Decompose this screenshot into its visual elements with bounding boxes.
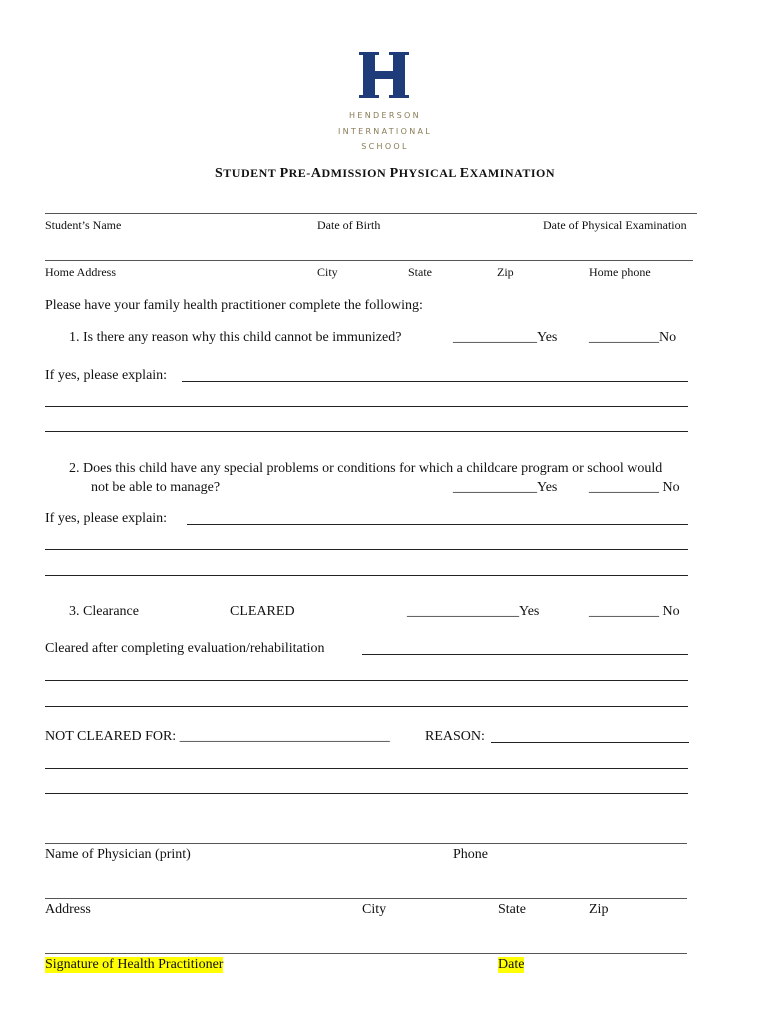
cleared-after-line-2[interactable] — [45, 680, 688, 681]
q3-text: 3. Clearance — [69, 604, 139, 619]
reason-label: REASON: — [425, 729, 485, 744]
q1-explain-line-1[interactable] — [182, 381, 688, 382]
q2-explain-label: If yes, please explain: — [45, 511, 168, 526]
exam-date-label: Date of Physical Examination — [543, 218, 687, 232]
q2-no-field[interactable]: __________ No — [589, 480, 680, 495]
q2-explain-line-3[interactable] — [45, 575, 688, 576]
intro-text: Please have your family health practitioner complete the following: — [45, 298, 423, 313]
physician-name-label: Name of Physician (print) — [45, 847, 191, 862]
title-cap-2: P — [279, 166, 289, 181]
physician-line[interactable] — [45, 843, 687, 844]
q1-explain-line-3[interactable] — [45, 431, 688, 432]
q1-yes-field[interactable]: ____________Yes — [453, 330, 558, 345]
home-phone-label: Home phone — [589, 265, 651, 279]
q3-no-field[interactable]: __________ No — [589, 604, 680, 619]
zip-label: Zip — [497, 265, 514, 279]
physician-phone-label: Phone — [453, 847, 488, 862]
reason-line[interactable] — [491, 742, 689, 743]
signature-label: Signature of Health Practitioner — [45, 957, 224, 972]
signature-date-label: Date — [498, 957, 525, 972]
q1-explain-line-2[interactable] — [45, 406, 688, 407]
cleared-after-line-3[interactable] — [45, 706, 688, 707]
address-label: Address — [45, 902, 91, 917]
not-cleared-field[interactable]: NOT CLEARED FOR: ______________________________ — [45, 729, 390, 744]
school-logo-icon — [359, 52, 409, 98]
title-rest-4: HYSICAL — [398, 166, 457, 180]
q1-explain-label: If yes, please explain: — [45, 368, 168, 383]
school-name-line-1: HENDERSON — [349, 111, 421, 120]
student-info-line[interactable] — [45, 213, 697, 214]
address-zip-label: Zip — [589, 902, 609, 917]
address-state-label: State — [498, 902, 526, 917]
title-cap-1: S — [214, 166, 224, 181]
state-label: State — [408, 265, 432, 279]
title-rest-3: DMISSION — [321, 166, 387, 180]
dob-label: Date of Birth — [317, 218, 381, 232]
q2-yes-field[interactable]: ____________Yes — [453, 480, 558, 495]
q2-text-line-2: not be able to manage? — [91, 480, 221, 495]
q3-yes-field[interactable]: ________________Yes — [407, 604, 540, 619]
address-city-label: City — [362, 902, 387, 917]
title-cap-3: A — [310, 166, 322, 181]
cleared-after-line-1[interactable] — [362, 654, 688, 655]
address-info-line[interactable] — [45, 260, 693, 261]
city-label: City — [317, 265, 338, 279]
q2-text-line-1: 2. Does this child have any special problems or conditions for which a childcare program or school would — [69, 461, 663, 476]
q2-explain-line-2[interactable] — [45, 549, 688, 550]
title-rest-2: RE- — [288, 166, 311, 180]
title-rest-1: TUDENT — [223, 166, 277, 180]
school-name-line-2: INTERNATIONAL — [337, 127, 433, 136]
q2-explain-line-1[interactable] — [187, 524, 688, 525]
q1-text: 1. Is there any reason why this child cannot be immunized? — [69, 330, 402, 345]
not-cleared-line-2[interactable] — [45, 768, 688, 769]
form-title — [0, 166, 770, 182]
title-cap-5: E — [459, 166, 470, 181]
q1-no-field[interactable]: __________No — [589, 330, 677, 345]
q3-cleared-label: CLEARED — [230, 604, 295, 619]
not-cleared-line-3[interactable] — [45, 793, 688, 794]
title-cap-4: P — [389, 166, 399, 181]
title-rest-5: XAMINATION — [469, 166, 556, 180]
cleared-after-label: Cleared after completing evaluation/rehabilitation — [45, 641, 325, 656]
home-address-label: Home Address — [45, 265, 116, 279]
student-name-label: Student’s Name — [45, 218, 122, 232]
physician-address-line[interactable] — [45, 898, 687, 899]
school-name-line-3: SCHOOL — [361, 142, 409, 151]
signature-line[interactable] — [45, 953, 687, 954]
